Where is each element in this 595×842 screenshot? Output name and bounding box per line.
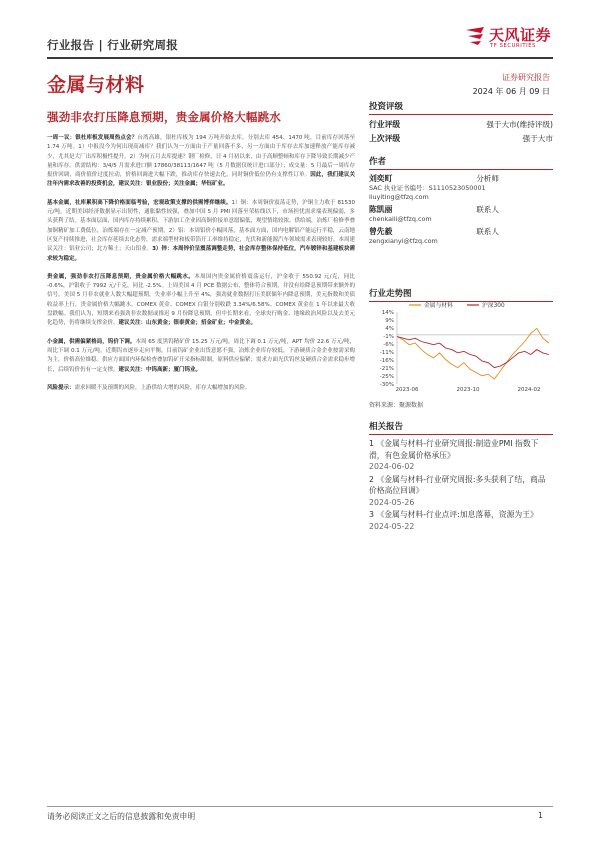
x-tick-label: 2023-06	[395, 387, 419, 393]
paragraph-lead: 基本金属，社库累积高下降价格面临考验，宏观政策支撑的供需博弈继续。	[47, 199, 232, 206]
paragraph-tail: 建议关注：山东黄金；银泰黄金；招金矿业；中金黄金。	[118, 320, 257, 327]
report-subtitle: 强劲非农打压降息预期，贵金属价格大幅跳水	[47, 110, 281, 124]
paragraph-lead: 风险提示：	[47, 384, 75, 391]
legend-label: 金属与材料	[424, 303, 453, 309]
rating-heading: 投资评级	[369, 102, 404, 112]
y-tick-label: -21%	[379, 366, 394, 372]
author-email: liuyiting@tfzq.com	[369, 193, 429, 201]
author-role: 联系人	[476, 227, 499, 236]
rating-value: 强于大市	[522, 134, 553, 143]
footer-disclaimer: 请务必阅读正文之后的信息披露和免责申明	[47, 812, 196, 821]
related-divider	[369, 434, 553, 435]
y-tick-label: -16%	[379, 358, 394, 364]
author-name: 刘奕町	[369, 174, 393, 183]
logo-mark-icon	[464, 26, 486, 46]
paragraph-body: 台湾高雄，银杜库板为 194 万吨开始去库，分别去库 454、1470 吨，目前库存回落至 1.74 万吨。1）中报没今为何出现高减库？我们认为一方面由于产量回落不多，另一方面由于库存去库加速释放产能库存减少，尤其是大厂出库积极性提升。2）为何五月去库提速？钢厂检修，日 4 月初以来，由于高顺整顿和库存下降导致长期减少产量和库存。供需结构：3/4/5 月需求进口额 17860/38113/1647 吨（5 月数据仅统计进口部分）；成交量：5 月最后一周库存报价回调，商价值价过度拉动，价格回调进大幅下跌，推动库存快速去化，同时铜价低位仍有支撑性订单。	[47, 135, 355, 179]
company-logo	[464, 24, 556, 50]
series-line	[397, 328, 549, 379]
rating-label: 上次评级	[369, 134, 401, 143]
y-tick-label: 14%	[381, 310, 394, 316]
related-report-title[interactable]: 3 《金属与材料-行业点评:加息落幕，资源为王》	[369, 510, 538, 519]
report-category: 行业报告 | 行业研究周报	[47, 38, 179, 52]
author-entry	[369, 204, 499, 224]
series-line	[397, 337, 549, 368]
y-tick-label: -6%	[383, 342, 394, 348]
y-tick-label: 9%	[385, 318, 394, 324]
related-report-date: 2024-05-22	[369, 521, 415, 531]
related-report-date: 2024-05-26	[369, 497, 415, 507]
author-role: 分析师	[476, 174, 499, 183]
body-paragraph	[47, 338, 355, 375]
y-tick-label: -1%	[383, 334, 394, 340]
y-tick-label: -11%	[379, 350, 394, 356]
paragraph-body: 1）铜：本周铜价震荡走势，沪铜主力收于 81530 元/吨。近期美国经济数据显示出韧性，通胀黏性较强，叠加中国 5 月 PMI 回落至荣枯线以下，市场担忧需求端表现偏弱，多头获利了结。基本面层面，国内库存持续累积，下游加工企业因高铜价接单意愿偏低，观望情绪较浓。供给端，冶炼厂检修季叠加铜精矿加工费低位，冶炼端存在一定减产预期。2）铝：本周铝价小幅回落，基本面方面，国内电解铝产能运行平稳，云南地区复产持续推进，社会库存延续去化态势，需求端型材和板带箔开工率维持稳定，光伏和新能源汽车领域需求表现较好。本周建议关注：铝业公司；北方稀土；天山铝业。	[47, 199, 356, 253]
related-report-title[interactable]: 2 《金属与材料-行业研究周报:多头获利了结，商品价格高位回调》	[369, 474, 546, 495]
paragraph-body: 需求回暖不及预期的风险，上游供给大增的风险，库存大幅增加的风险。	[74, 384, 251, 391]
footer-divider	[47, 806, 553, 807]
author-email: chenkaili@tfzq.com	[369, 215, 432, 223]
page-title: 金属与材料	[47, 74, 145, 96]
y-tick-label: 4%	[385, 326, 394, 332]
author-email: zengxianyi@tfzq.com	[369, 237, 438, 245]
related-report-title[interactable]: 1 《金属与材料-行业研究周报:制造业PMI 指数下滑，有色金属价格承压》	[369, 439, 539, 460]
related-report-date: 2024-06-02	[369, 462, 415, 471]
chart-source: 资料来源：聚源数据	[369, 402, 424, 409]
rating-section	[369, 100, 553, 144]
paragraph-tail: 建议关注：中钨高新；厦门钨业。	[118, 366, 202, 373]
paragraph-lead: 一周一议：银杜库板发展周热点会？	[47, 135, 138, 141]
authors-divider	[369, 169, 553, 170]
y-tick-label: -25%	[379, 374, 394, 380]
author-entry	[369, 173, 499, 202]
authors-heading: 作者	[369, 157, 387, 167]
paragraph-tail: 3）锌：本周锌价呈震荡调整走势，社会库存整体保持低位，汽车镀锌和基建板块需求较为稳定。	[47, 246, 355, 262]
body-paragraph	[47, 134, 355, 190]
page-number: 1	[538, 811, 543, 820]
rating-divider	[369, 114, 553, 115]
rating-row	[369, 133, 553, 144]
paragraph-body: 本周国内贵金属价格震荡运行，沪金收于 550.92 元/克，同比 -0.6%，沪银收于 7992 元/千克，同比 -2.5%。上周美国 4 月 PCE 数据公布，整体符合预期，并没有给降息预期带来额外的信号。美国 5 月非农就业人数大幅超预期，失业率小幅上升至 4%，强劲就业数据打压美联储年内降息预期，美元指数和美债收益率上行，贵金属价格大幅跳水。COMEX 黄金、COMEX 白银分别收跌 3.34%/6.58%。COMEX 黄金在 1 年以来最大收盘跌幅。我们认为，短期来看强劲非农数据或推迟 9 月份降息预期，但中长期来看，全球央行购金、地缘政治风险以及去美元化趋势，仍将继续支撑金价。	[47, 273, 355, 327]
paragraph-body: 本周 65 度黑钨精矿价 15.25 万元/吨，周比下调 0.1 万元/吨，APT 均价 22.6 万元/吨，周比下调 0.1 万元/吨。近期钨市逐步走向平衡，目前钨矿企业出货意愿不强，冶炼企业库存较低，下游硬质合金企业按需采购为主，价格高位维稳。供应方面国内环保检查叠加钨矿开采指标限制，原料供应偏紧；需求方面光伏钨丝及硬质合金需求稳步增长，后续钨价仍有一定支撑。	[47, 338, 356, 373]
trend-chart	[369, 300, 553, 396]
y-tick-label: -30%	[379, 382, 394, 388]
rating-value: 强于大市(维持评级)	[486, 120, 553, 129]
author-cert: SAC 执业证书编号：S1110523050001	[369, 184, 486, 192]
header-divider	[47, 57, 553, 59]
logo-cn-text: 天风证券	[489, 26, 552, 44]
main-body	[47, 134, 355, 402]
related-heading: 相关报告	[369, 422, 404, 432]
report-date: 2024 年 06 月 09 日	[472, 87, 550, 96]
body-paragraph	[47, 384, 355, 393]
trend-heading: 行业走势图	[369, 289, 412, 299]
author-name: 陈凯丽	[369, 205, 393, 214]
paragraph-lead: 小金属，供需偏紧格局，钨价下调。	[47, 338, 136, 345]
related-report-item[interactable]	[369, 438, 553, 473]
related-report-item[interactable]	[369, 474, 553, 509]
author-role: 联系人	[476, 205, 499, 214]
related-section	[369, 420, 553, 532]
body-paragraph	[47, 199, 355, 264]
rating-label: 行业评级	[369, 120, 401, 129]
paragraph-tail: 因此，我们建议关注年内需求改善的投资机会，建议关注：银业股份；关注金属；华钰矿业。	[47, 172, 355, 188]
x-tick-label: 2024-02	[517, 387, 541, 393]
author-entry	[369, 226, 499, 246]
legend-label: 沪深300	[482, 303, 505, 309]
authors-section	[369, 155, 553, 246]
paragraph-lead: 贵金属，强劲非农打压降息预期，贵金属价格大幅跳水。	[47, 273, 195, 280]
report-type: 证券研究报告	[502, 73, 550, 82]
logo-en-text: TF SECURITIES	[490, 43, 536, 49]
body-paragraph	[47, 273, 355, 329]
rating-row	[369, 119, 553, 130]
x-tick-label: 2023-10	[456, 387, 480, 393]
author-name: 曾先毅	[369, 227, 393, 236]
related-report-item[interactable]	[369, 509, 553, 532]
